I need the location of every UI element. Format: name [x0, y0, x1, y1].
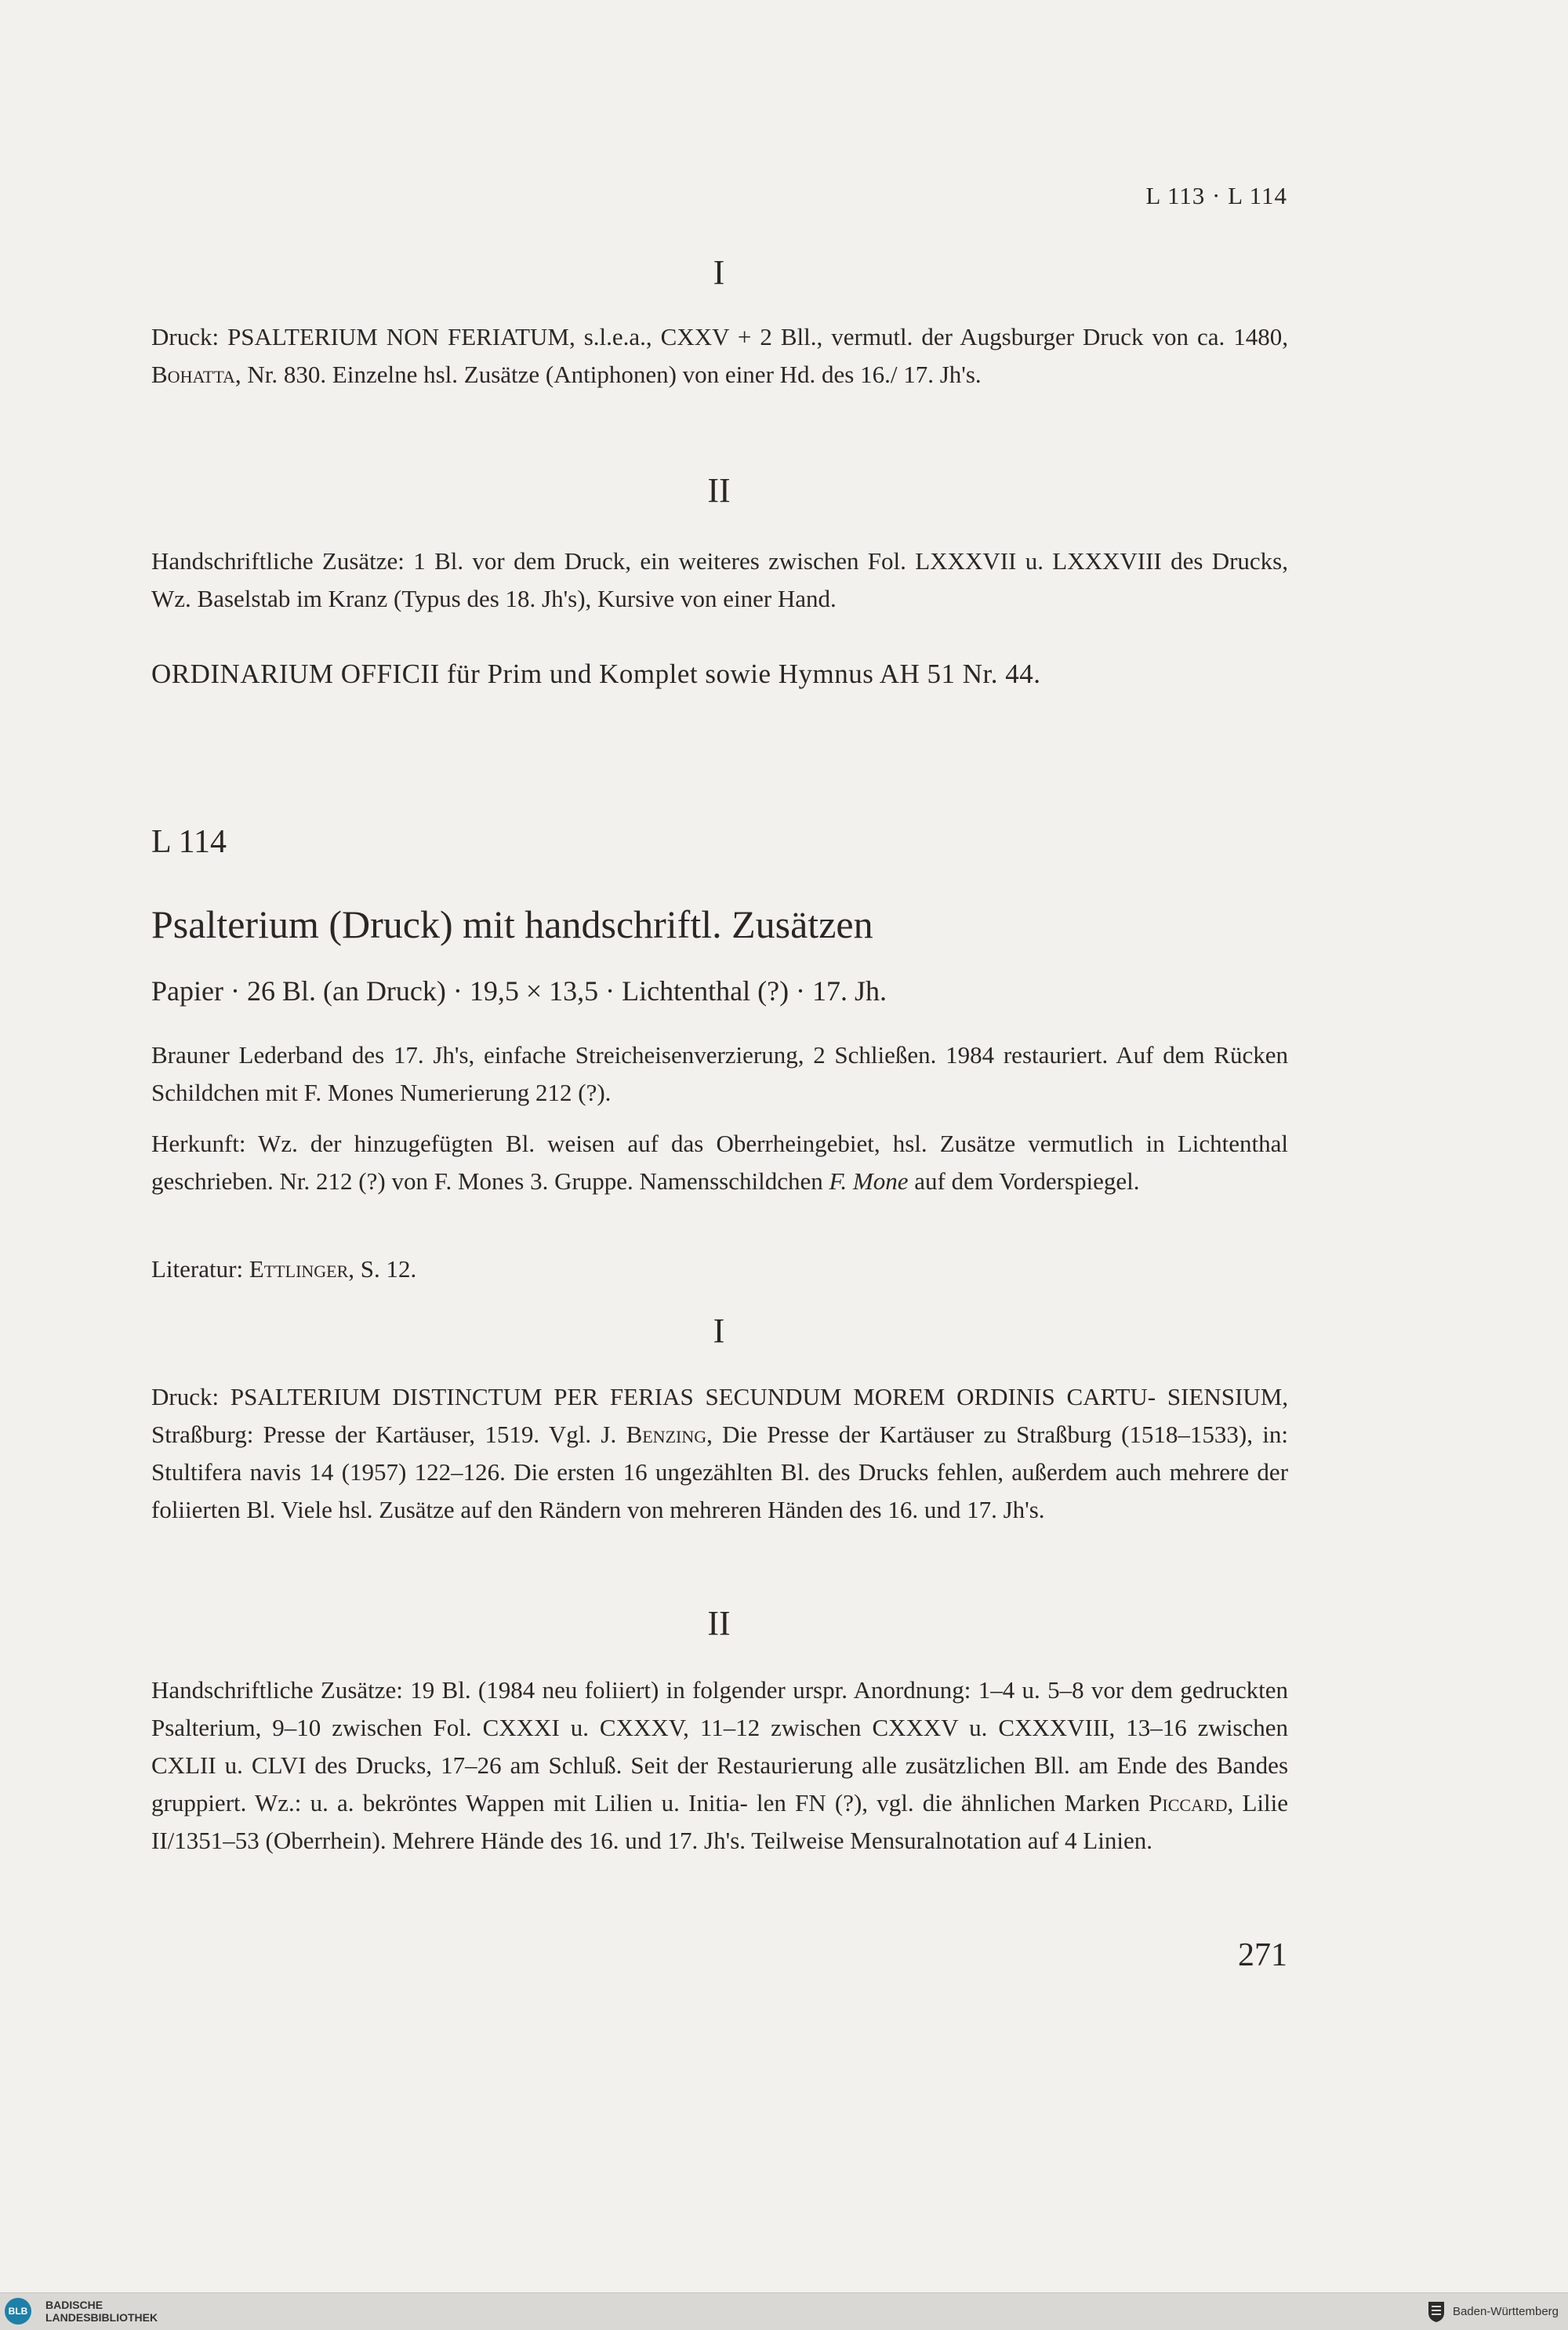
literature-suffix: , S. 12.: [348, 1255, 417, 1283]
text-line: und 17. Jh's. Teilweise Mensuralnotation auf 4 Linien.: [625, 1827, 1152, 1854]
section-numeral-4: II: [707, 1604, 731, 1642]
text-line: Handschriftliche Zusätze: 19 Bl. (1984 neu foliiert) in folgender urspr. Anordnung: 1–4 u. 5–8 vor: [151, 1676, 1124, 1704]
baden-wuerttemberg-logo[interactable]: [1426, 2298, 1559, 2325]
section-numeral-1: I: [713, 253, 725, 292]
binding-paragraph: [151, 1036, 1288, 1112]
section-4-paragraph: [151, 1671, 1288, 1860]
text-line: dem gedruckten Psalterium, 9–10 zwischen Fol. CXXXI u. CXXXV, 11–12 zwischen CXXXV u.: [151, 1676, 1289, 1741]
state-name: Baden-Württemberg: [1452, 2304, 1559, 2318]
entry-title: Psalterium (Druck) mit handschriftl. Zusätzen: [151, 902, 873, 946]
section-3-paragraph: [151, 1378, 1288, 1529]
text-line: CXXXVIII, 13–16 zwischen CXLII u. CLVI des Drucks, 17–26 am Schluß. Seit der Restaurierung: [151, 1714, 1289, 1779]
text-line: Handschriftliche Zusätze: 1 Bl. vor dem Druck, ein weiteres zwischen Fol. LXXXVII u. LXXXVIII: [151, 547, 1162, 575]
section-2-paragraph: [151, 543, 1288, 618]
library-name-line: LANDESBIBLIOTHEK: [45, 2311, 158, 2324]
library-name-line: BADISCHE: [45, 2299, 103, 2311]
text-line: auf dem: [908, 1167, 993, 1195]
coat-of-arms-icon: [1426, 2299, 1446, 2324]
provenance-paragraph: [151, 1125, 1288, 1200]
text-line: SIENSIUM, Straßburg: Presse der Kartäuser, 1519. Vgl. J.: [151, 1383, 1289, 1448]
section-1-paragraph: [151, 318, 1288, 394]
text-line: Drucks fehlen, außerdem auch mehrere der foliierten Bl. Viele hsl. Zusätze auf den Rändern von: [151, 1458, 1289, 1523]
text-line: dem Rücken Schildchen mit F. Mones Numerierung 212 (?).: [151, 1041, 1288, 1106]
author-name: Ettlinger: [249, 1255, 349, 1283]
text-line: des Drucks, Wz. Baselstab im Kranz (Typus des 18. Jh's), Kursive von einer Hand.: [151, 547, 1288, 612]
text-line: Druck: PSALTERIUM DISTINCTUM PER FERIAS SECUNDUM MOREM ORDINIS CARTU-: [151, 1383, 1156, 1410]
section-numeral-2: II: [707, 471, 731, 510]
text-line: Lichtenthal geschrieben. Nr. 212 (?) von F. Mones 3. Gruppe. Namensschildchen: [151, 1130, 1289, 1195]
text-line: , Lilie II/1351–53 (Oberrhein). Mehrere Hände des 16.: [151, 1789, 1288, 1854]
entry-meta: Papier · 26 Bl. (an Druck) · 19,5 × 13,5 · Lichtenthal (?) · 17. Jh.: [151, 975, 887, 1007]
literature-paragraph: [151, 1250, 1288, 1288]
text-line: Druck: PSALTERIUM NON FERIATUM, s.l.e.a., CXXV + 2 Bll., vermutl. der Augsburger: [151, 323, 1075, 350]
footer-bar: [0, 2292, 1568, 2330]
text-line: 17. Jh's.: [903, 361, 982, 388]
text-line: Brauner Lederband des 17. Jh's, einfache Streicheisenverzierung, 2 Schließen. 1984 restauriert. Auf: [151, 1041, 1154, 1069]
running-head: L 113 · L 114: [1145, 182, 1287, 209]
blb-logo-icon[interactable]: BLB: [5, 2298, 31, 2325]
page-number: 271: [1238, 1937, 1287, 1973]
text-line: Herkunft: Wz. der hinzugefügten Bl. weisen auf das Oberrheingebiet, hsl. Zusätze vermutlich in: [151, 1130, 1165, 1157]
entry-id: L 114: [151, 824, 227, 860]
text-line: Druck von ca. 1480,: [1083, 323, 1288, 350]
text-line: alle zusätzlichen Bll. am Ende des Bandes gruppiert. Wz.: u. a. bekröntes Wappen mit Lilien u. Initia-: [151, 1751, 1289, 1816]
text-line: , Die Presse der Kartäuser zu: [706, 1421, 1007, 1448]
literature-prefix: Literatur:: [151, 1255, 249, 1283]
text-line: Vorderspiegel.: [999, 1167, 1140, 1195]
author-name: Piccard: [1149, 1789, 1228, 1816]
text-line: Straßburg (1518–1533), in: Stultifera navis 14 (1957) 122–126. Die ersten 16 ungezählten Bl. des: [151, 1421, 1289, 1486]
ordinarium-line: ORDINARIUM OFFICII für Prim und Komplet sowie Hymnus AH 51 Nr. 44.: [151, 659, 1041, 689]
text-line: , Nr. 830. Einzelne hsl. Zusätze (Antiphonen) von einer Hd. des 16./: [234, 361, 898, 388]
text-line: len FN (?), vgl. die ähnlichen Marken: [757, 1789, 1149, 1816]
text-line: mehreren Händen des 16. und 17. Jh's.: [670, 1496, 1045, 1523]
owner-name: F. Mone: [829, 1167, 909, 1195]
library-name: [45, 2299, 158, 2324]
author-name: Benzing: [626, 1421, 707, 1448]
author-name: Bohatta: [151, 361, 235, 388]
section-numeral-3: I: [713, 1312, 725, 1350]
